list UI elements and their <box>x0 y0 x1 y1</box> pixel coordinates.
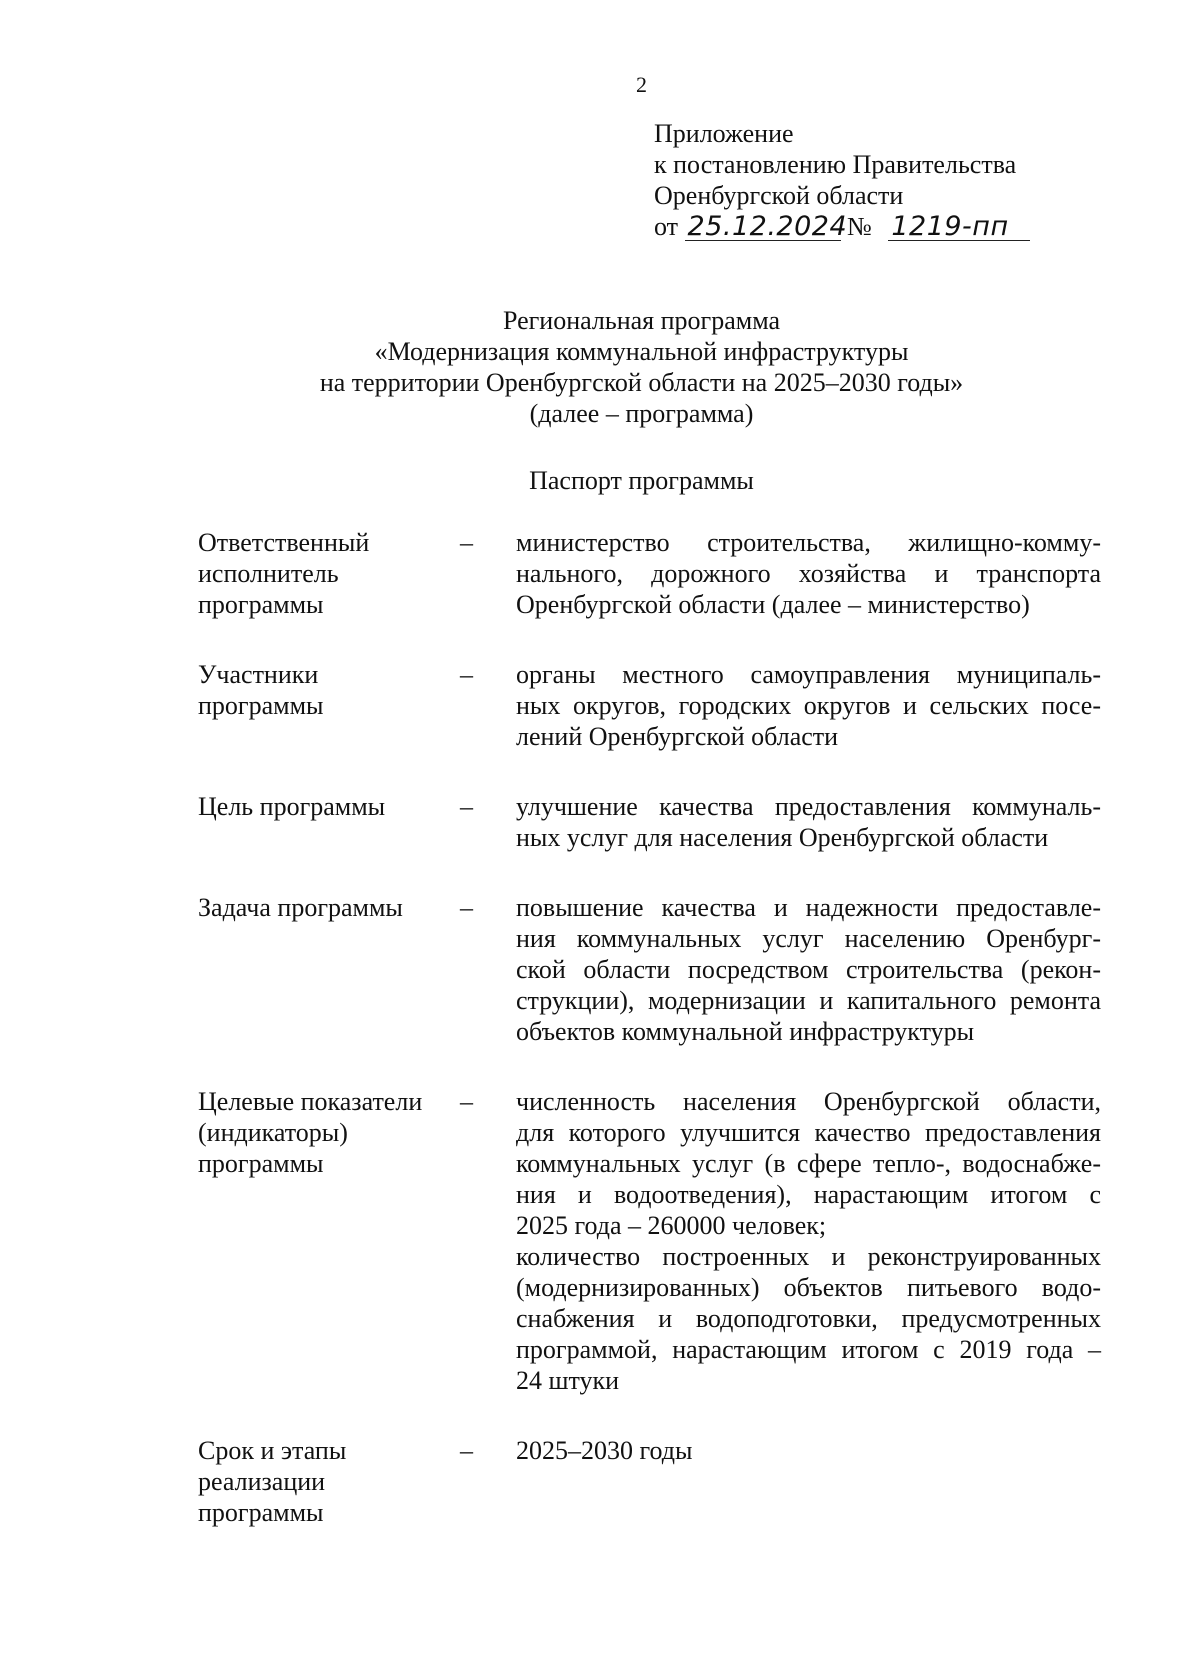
row-value <box>516 791 1101 853</box>
value-line: ния и водоотведения), нарастающим итогом с <box>516 1180 1101 1209</box>
label-line: Задача программы <box>198 893 403 922</box>
passport-table <box>198 527 1101 1528</box>
row-label <box>198 527 460 620</box>
appendix-line: Приложение <box>654 119 794 148</box>
row-value <box>516 659 1101 752</box>
label-line: Цель программы <box>198 792 386 821</box>
value-line: объектов коммунальной инфраструктуры <box>516 1017 975 1046</box>
value-line: лений Оренбургской области <box>516 722 839 751</box>
row-label <box>198 659 460 721</box>
value-line: для которого улучшится качество предоставления <box>516 1118 1101 1147</box>
title-line: «Модернизация коммунальной инфраструктуры <box>374 337 909 366</box>
row-dash: – <box>460 528 473 557</box>
value-line: численность населения Оренбургской области, <box>516 1087 1101 1116</box>
row-dash: – <box>460 1087 473 1116</box>
value-line: нального, дорожного хозяйства и транспорта <box>516 559 1101 588</box>
passport-row-timeline <box>198 1435 1101 1528</box>
row-label <box>198 1435 460 1528</box>
program-title <box>0 305 1200 429</box>
title-line: (далее – программа) <box>529 399 754 428</box>
value-line: (модернизированных) объектов питьевого водо- <box>516 1273 1101 1302</box>
value-line: министерство строительства, жилищно-комму- <box>516 528 1101 557</box>
label-line: Участники <box>198 660 319 689</box>
page-number: 2 <box>636 72 647 97</box>
handwritten-date: 25.12.2024 <box>685 214 841 241</box>
label-line: исполнитель <box>198 559 339 588</box>
value-line: 2025 года – 260000 человек; <box>516 1211 827 1240</box>
value-line: количество построенных и реконструированных <box>516 1242 1101 1271</box>
row-dash: – <box>460 792 473 821</box>
handwritten-number: 1219-пп <box>888 214 1030 241</box>
value-line: Оренбургской области (далее – министерство) <box>516 590 1030 619</box>
value-line: улучшение качества предоставления коммуналь- <box>516 792 1101 821</box>
label-line: (индикаторы) <box>198 1118 348 1147</box>
appendix-line: к постановлению Правительства <box>654 150 1017 179</box>
passport-row-responsible <box>198 527 1101 620</box>
row-label <box>198 1086 460 1179</box>
label-line: программы <box>198 590 324 619</box>
value-line: программой, нарастающим итогом с 2019 года – <box>516 1335 1101 1364</box>
row-value <box>516 1086 1101 1396</box>
value-line: ской области посредством строительства (рекон- <box>516 955 1101 984</box>
row-value <box>516 892 1101 1047</box>
value-line: 24 штуки <box>516 1366 620 1395</box>
value-line: ния коммунальных услуг населению Оренбург- <box>516 924 1101 953</box>
row-dash: – <box>460 660 473 689</box>
title-line: на территории Оренбургской области на 2025–2030 годы» <box>319 368 964 397</box>
row-label <box>198 791 460 822</box>
value-line: 2025–2030 годы <box>516 1436 693 1465</box>
row-label <box>198 892 460 923</box>
label-line: Целевые показатели <box>198 1087 423 1116</box>
title-line: Региональная программа <box>502 306 781 335</box>
number-sign: № <box>847 212 872 241</box>
label-line: программы <box>198 691 324 720</box>
label-line: программы <box>198 1149 324 1178</box>
passport-row-participants <box>198 659 1101 752</box>
row-dash: – <box>460 893 473 922</box>
appendix-block <box>654 118 1030 242</box>
value-line: струкции), модернизации и капитального ремонта <box>516 986 1101 1015</box>
appendix-line: Оренбургской области <box>654 181 904 210</box>
label-line: Срок и этапы <box>198 1436 347 1465</box>
value-line: ных округов, городских округов и сельских посе- <box>516 691 1101 720</box>
value-line: ных услуг для населения Оренбургской области <box>516 823 1049 852</box>
passport-row-goal <box>198 791 1101 853</box>
passport-row-indicators <box>198 1086 1101 1396</box>
row-value <box>516 527 1101 620</box>
passport-row-task <box>198 892 1101 1047</box>
label-line: программы <box>198 1498 324 1527</box>
row-dash: – <box>460 1436 473 1465</box>
from-prefix: от <box>654 212 679 241</box>
value-line: коммунальных услуг (в сфере тепло-, водоснабже- <box>516 1149 1101 1178</box>
value-line: повышение качества и надежности предоставле- <box>516 893 1101 922</box>
value-line: снабжения и водоподготовки, предусмотренных <box>516 1304 1101 1333</box>
appendix-date-number-line <box>654 211 1030 242</box>
label-line: Ответственный <box>198 528 370 557</box>
value-line: органы местного самоуправления муниципаль- <box>516 660 1101 689</box>
passport-title: Паспорт программы <box>529 466 754 495</box>
row-value <box>516 1435 1101 1466</box>
label-line: реализации <box>198 1467 326 1496</box>
